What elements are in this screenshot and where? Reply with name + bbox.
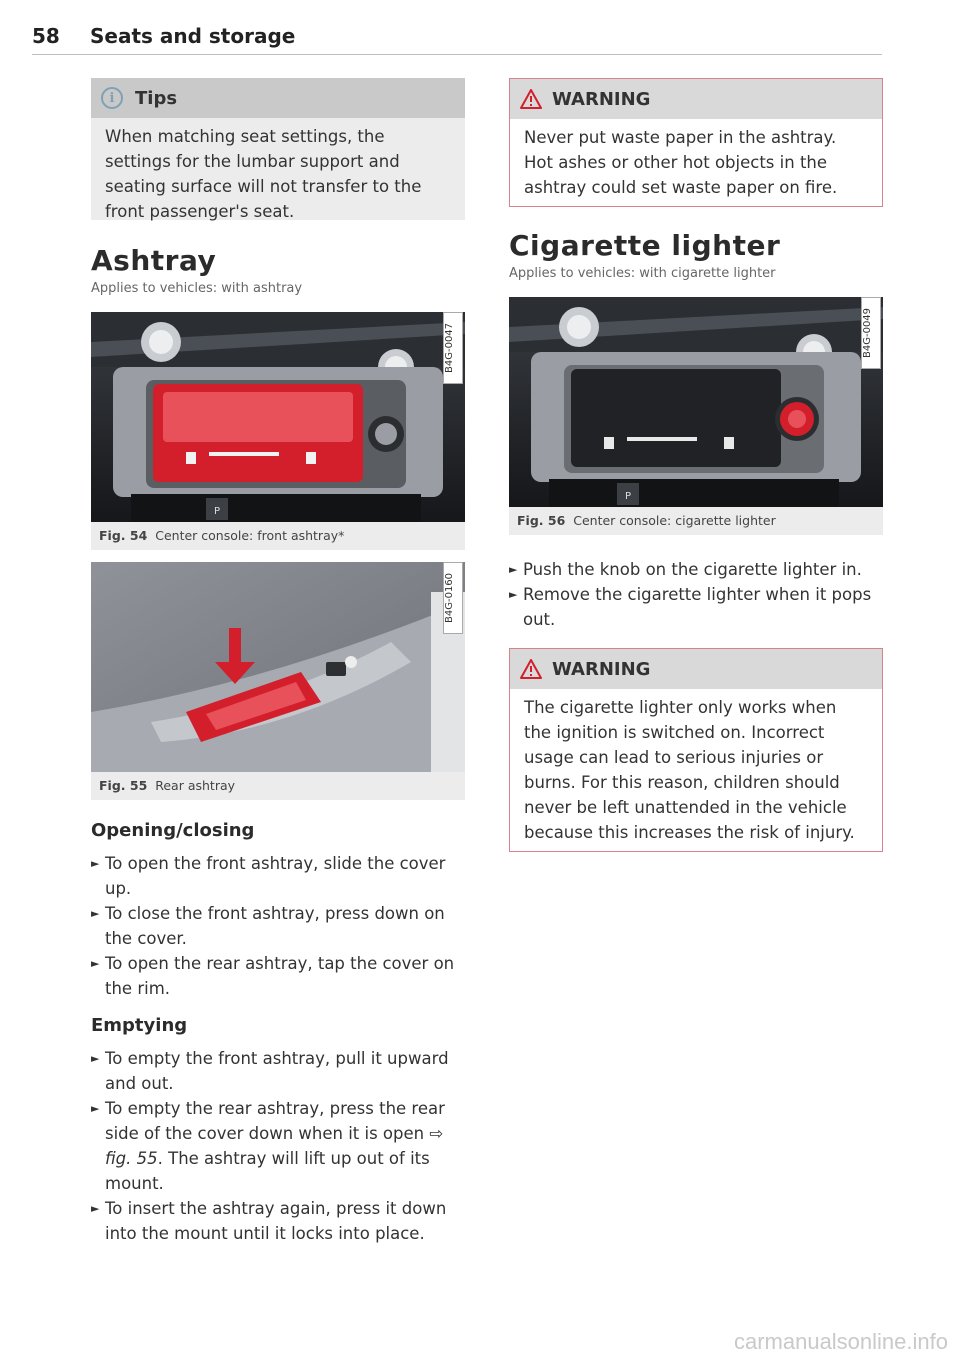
front-ashtray-image — [91, 312, 465, 522]
list-item: ► To empty the rear ashtray, press the rear side of the cover down when it is open ⇨ fig. 55. The ashtray will lift up out of its mount. — [91, 1096, 465, 1196]
opening-closing-heading: Opening/closing — [91, 820, 255, 841]
figure-54 — [91, 312, 465, 550]
list-item: ► To open the front ashtray, slide the cover up. — [91, 851, 465, 901]
warning-icon — [520, 659, 542, 679]
figure-caption-text: Rear ashtray — [155, 778, 236, 793]
tips-header — [91, 78, 465, 118]
figure-caption-text: Center console: cigarette lighter — [573, 513, 776, 528]
ashtray-title: Ashtray — [91, 244, 217, 277]
tips-heading: Tips — [135, 87, 178, 109]
figure-label: Fig. 55 — [99, 778, 148, 793]
tips-box — [91, 78, 465, 220]
svg-text:P: P — [213, 506, 221, 517]
cigarette-lighter-image — [509, 297, 883, 507]
left-column — [91, 78, 465, 1246]
figure-label: Fig. 54 — [99, 528, 148, 543]
opening-steps — [91, 851, 465, 1001]
bullet-icon: ► — [91, 1052, 100, 1065]
lighter-title: Cigarette lighter — [509, 229, 781, 262]
warning-heading: WARNING — [552, 658, 651, 680]
bullet-icon: ► — [91, 957, 100, 970]
bullet-icon: ► — [91, 1102, 100, 1115]
lighter-steps — [509, 557, 883, 632]
list-item: ► Remove the cigarette lighter when it pops out. — [509, 582, 883, 632]
list-item: ► To open the rear ashtray, tap the cover on the rim. — [91, 951, 465, 1001]
watermark: carmanualsonline.info — [733, 1329, 948, 1354]
figure-caption — [509, 507, 883, 535]
bullet-icon: ► — [91, 907, 100, 920]
figure-caption — [91, 522, 465, 550]
figure-56 — [509, 297, 883, 535]
warning-box-ashtray — [509, 78, 883, 207]
warning-heading: WARNING — [552, 88, 651, 110]
emptying-steps — [91, 1046, 465, 1246]
rear-ashtray-image — [91, 562, 465, 772]
figure-caption-text: Center console: front ashtray* — [155, 528, 345, 543]
bullet-icon: ► — [509, 588, 518, 601]
warning-text: The cigarette lighter only works when the ignition is switched on. Incorrect usage can lead to serious injuries or burns. For this reason, children should never be left unattended in the vehicle because this increases the risk of injury. — [524, 698, 855, 842]
right-column — [509, 78, 883, 852]
figure-reference-link[interactable]: ⇨ fig. 55 — [105, 1124, 444, 1168]
figure-code: B4G-0160 — [443, 562, 463, 634]
bullet-icon: ► — [509, 563, 518, 576]
bullet-icon: ► — [91, 857, 100, 870]
list-item: ► To empty the front ashtray, pull it upward and out. — [91, 1046, 465, 1096]
page-header — [32, 22, 882, 55]
tips-text: When matching seat settings, the settings for the lumbar support and seating surface will not transfer to the front passenger's seat. — [105, 127, 422, 221]
figure-label: Fig. 56 — [517, 513, 566, 528]
info-icon: i — [101, 87, 123, 109]
warning-icon — [520, 89, 542, 109]
list-item: ► To insert the ashtray again, press it down into the mount until it locks into place. — [91, 1196, 465, 1246]
warning-header — [510, 79, 882, 119]
list-item: ► Push the knob on the cigarette lighter in. — [509, 557, 883, 582]
figure-code: B4G-0047 — [443, 312, 463, 384]
emptying-heading: Emptying — [91, 1015, 188, 1036]
ashtray-applies: Applies to vehicles: with ashtray — [91, 281, 303, 296]
figure-code: B4G-0049 — [861, 297, 881, 369]
warning-header — [510, 649, 882, 689]
list-item: ► To close the front ashtray, press down on the cover. — [91, 901, 465, 951]
svg-text:P: P — [624, 491, 632, 502]
bullet-icon: ► — [91, 1202, 100, 1215]
figure-55 — [91, 562, 465, 800]
figure-caption — [91, 772, 465, 800]
warning-text: Never put waste paper in the ashtray. Hot ashes or other hot objects in the ashtray could set waste paper on fire. — [524, 128, 838, 197]
lighter-applies: Applies to vehicles: with cigarette lighter — [509, 266, 776, 281]
warning-box-lighter — [509, 648, 883, 852]
page-number: 58 — [32, 24, 60, 48]
section-title: Seats and storage — [90, 24, 296, 48]
